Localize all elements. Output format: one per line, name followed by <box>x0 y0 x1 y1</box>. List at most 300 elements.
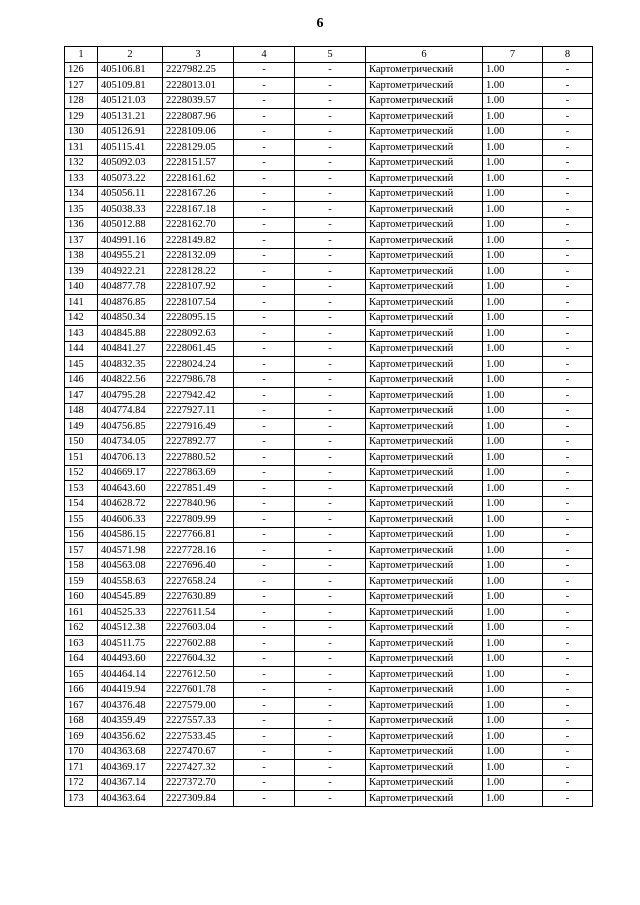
table-cell: Картометрический <box>366 512 483 528</box>
table-cell: - <box>234 155 295 171</box>
table-cell: 136 <box>65 217 98 233</box>
table-cell: 1.00 <box>483 388 543 404</box>
table-cell: Картометрический <box>366 171 483 187</box>
table-cell: - <box>295 713 366 729</box>
table-row <box>65 341 593 357</box>
table-cell: Картометрический <box>366 403 483 419</box>
table-cell: - <box>234 217 295 233</box>
table-row <box>65 760 593 776</box>
table-cell: 2228132.09 <box>163 248 234 264</box>
column-header: 6 <box>366 47 483 63</box>
table-cell: 2228087.96 <box>163 109 234 125</box>
table-cell: - <box>543 791 593 807</box>
table-cell: - <box>295 124 366 140</box>
table-row <box>65 713 593 729</box>
table-cell: - <box>295 202 366 218</box>
table-cell: 168 <box>65 713 98 729</box>
table-cell: Картометрический <box>366 279 483 295</box>
table-row <box>65 481 593 497</box>
table-cell: - <box>543 78 593 94</box>
table-cell: Картометрический <box>366 78 483 94</box>
table-cell: - <box>543 729 593 745</box>
table-cell: - <box>543 264 593 280</box>
table-cell: Картометрический <box>366 527 483 543</box>
table-row <box>65 775 593 791</box>
table-cell: 404359.49 <box>98 713 163 729</box>
table-cell: 1.00 <box>483 481 543 497</box>
table-cell: 404545.89 <box>98 589 163 605</box>
table-cell: 404955.21 <box>98 248 163 264</box>
table-cell: - <box>295 279 366 295</box>
table-cell: Картометрический <box>366 109 483 125</box>
table-cell: - <box>295 589 366 605</box>
table-cell: 162 <box>65 620 98 636</box>
table-cell: - <box>295 403 366 419</box>
column-header: 3 <box>163 47 234 63</box>
table-cell: 152 <box>65 465 98 481</box>
table-cell: 1.00 <box>483 78 543 94</box>
table-cell: - <box>234 682 295 698</box>
table-cell: - <box>543 450 593 466</box>
table-cell: 404841.27 <box>98 341 163 357</box>
table-cell: 126 <box>65 62 98 78</box>
table-cell: 139 <box>65 264 98 280</box>
table-cell: 2227579.00 <box>163 698 234 714</box>
table-cell: - <box>234 140 295 156</box>
table-cell: 2228129.05 <box>163 140 234 156</box>
table-cell: Картометрический <box>366 419 483 435</box>
table-row <box>65 450 593 466</box>
table-cell: 137 <box>65 233 98 249</box>
table-cell: 2228149.82 <box>163 233 234 249</box>
table-cell: 171 <box>65 760 98 776</box>
table-cell: 1.00 <box>483 372 543 388</box>
table-cell: - <box>295 667 366 683</box>
table-cell: - <box>234 450 295 466</box>
table-row <box>65 310 593 326</box>
table-cell: 135 <box>65 202 98 218</box>
table-row <box>65 217 593 233</box>
table-cell: 151 <box>65 450 98 466</box>
table-cell: 2228039.57 <box>163 93 234 109</box>
table-cell: - <box>295 481 366 497</box>
table-cell: Картометрический <box>366 326 483 342</box>
table-cell: 129 <box>65 109 98 125</box>
column-header: 7 <box>483 47 543 63</box>
table-row <box>65 496 593 512</box>
table-cell: 1.00 <box>483 124 543 140</box>
table-cell: 404991.16 <box>98 233 163 249</box>
table-cell: 157 <box>65 543 98 559</box>
table-cell: 132 <box>65 155 98 171</box>
table-cell: - <box>543 589 593 605</box>
table-cell: 1.00 <box>483 667 543 683</box>
table-cell: - <box>295 744 366 760</box>
table-cell: - <box>234 171 295 187</box>
table-cell: 1.00 <box>483 248 543 264</box>
table-cell: 1.00 <box>483 620 543 636</box>
table-cell: 1.00 <box>483 419 543 435</box>
table-cell: - <box>543 124 593 140</box>
table-cell: - <box>234 434 295 450</box>
table-cell: - <box>543 760 593 776</box>
table-cell: - <box>234 357 295 373</box>
table-cell: - <box>295 574 366 590</box>
table-cell: 2227372.70 <box>163 775 234 791</box>
table-cell: 1.00 <box>483 357 543 373</box>
table-cell: 404493.60 <box>98 651 163 667</box>
table-cell: 2227604.32 <box>163 651 234 667</box>
table-cell: - <box>295 682 366 698</box>
table-cell: - <box>295 651 366 667</box>
table-cell: - <box>543 357 593 373</box>
table-cell: - <box>543 605 593 621</box>
table-cell: 404511.75 <box>98 636 163 652</box>
table-cell: 2227942.42 <box>163 388 234 404</box>
table-cell: - <box>295 93 366 109</box>
table-cell: 404706.13 <box>98 450 163 466</box>
table-cell: - <box>543 155 593 171</box>
table-row <box>65 403 593 419</box>
column-header: 2 <box>98 47 163 63</box>
table-cell: Картометрический <box>366 388 483 404</box>
table-cell: Картометрический <box>366 620 483 636</box>
table-row <box>65 78 593 94</box>
table-header-row <box>65 47 593 63</box>
table-cell: 1.00 <box>483 775 543 791</box>
table-cell: - <box>543 698 593 714</box>
table-row <box>65 558 593 574</box>
table-cell: - <box>234 791 295 807</box>
table-cell: 1.00 <box>483 233 543 249</box>
table-cell: - <box>295 372 366 388</box>
table-cell: - <box>234 527 295 543</box>
table-cell: 1.00 <box>483 496 543 512</box>
table-cell: 2227892.77 <box>163 434 234 450</box>
table-cell: 173 <box>65 791 98 807</box>
column-header: 4 <box>234 47 295 63</box>
table-cell: 2227557.33 <box>163 713 234 729</box>
table-cell: - <box>543 481 593 497</box>
table-row <box>65 698 593 714</box>
table-cell: 1.00 <box>483 744 543 760</box>
table-cell: - <box>295 450 366 466</box>
table-cell: 404877.78 <box>98 279 163 295</box>
table-cell: 404756.85 <box>98 419 163 435</box>
table-row <box>65 93 593 109</box>
table-row <box>65 357 593 373</box>
table-cell: 405109.81 <box>98 78 163 94</box>
table-cell: - <box>543 434 593 450</box>
table-cell: 2228167.18 <box>163 202 234 218</box>
table-cell: 130 <box>65 124 98 140</box>
table-row <box>65 155 593 171</box>
table-cell: 138 <box>65 248 98 264</box>
table-cell: - <box>234 775 295 791</box>
table-cell: - <box>295 698 366 714</box>
table-row <box>65 512 593 528</box>
table-cell: 2227728.16 <box>163 543 234 559</box>
table-cell: 404367.14 <box>98 775 163 791</box>
table-cell: - <box>543 295 593 311</box>
table-cell: 144 <box>65 341 98 357</box>
table-cell: 2227880.52 <box>163 450 234 466</box>
table-cell: 404606.33 <box>98 512 163 528</box>
table-cell: 1.00 <box>483 682 543 698</box>
table-cell: - <box>543 279 593 295</box>
table-cell: 165 <box>65 667 98 683</box>
table-cell: - <box>295 217 366 233</box>
table-cell: - <box>543 93 593 109</box>
table-cell: - <box>543 403 593 419</box>
table-cell: - <box>234 388 295 404</box>
table-cell: 405131.21 <box>98 109 163 125</box>
table-cell: 148 <box>65 403 98 419</box>
table-row <box>65 434 593 450</box>
table-cell: Картометрический <box>366 434 483 450</box>
table-cell: 1.00 <box>483 341 543 357</box>
table-cell: 405056.11 <box>98 186 163 202</box>
table-cell: 1.00 <box>483 698 543 714</box>
table-row <box>65 667 593 683</box>
table-cell: 159 <box>65 574 98 590</box>
table-cell: - <box>543 248 593 264</box>
table-cell: Картометрический <box>366 295 483 311</box>
table-cell: 1.00 <box>483 186 543 202</box>
table-cell: 145 <box>65 357 98 373</box>
table-cell: 404832.35 <box>98 357 163 373</box>
table-cell: - <box>543 775 593 791</box>
table-cell: Картометрический <box>366 93 483 109</box>
table-cell: - <box>234 403 295 419</box>
table-row <box>65 248 593 264</box>
table-cell: - <box>234 372 295 388</box>
table-cell: Картометрический <box>366 791 483 807</box>
table-cell: Картометрический <box>366 481 483 497</box>
table-cell: 1.00 <box>483 140 543 156</box>
table-cell: 1.00 <box>483 326 543 342</box>
table-cell: - <box>295 155 366 171</box>
table-cell: 404571.98 <box>98 543 163 559</box>
table-cell: - <box>234 124 295 140</box>
table-cell: 2227766.81 <box>163 527 234 543</box>
table-cell: 2227927.11 <box>163 403 234 419</box>
table-row <box>65 620 593 636</box>
table-cell: Картометрический <box>366 574 483 590</box>
coordinates-table <box>64 46 593 807</box>
table-cell: - <box>234 186 295 202</box>
table-cell: - <box>543 140 593 156</box>
table-cell: - <box>543 651 593 667</box>
table-cell: 170 <box>65 744 98 760</box>
table-cell: - <box>234 233 295 249</box>
table-cell: 404669.17 <box>98 465 163 481</box>
table-cell: 2228107.54 <box>163 295 234 311</box>
table-cell: 1.00 <box>483 527 543 543</box>
table-cell: - <box>234 713 295 729</box>
table-cell: 404850.34 <box>98 310 163 326</box>
table-cell: 1.00 <box>483 636 543 652</box>
table-cell: - <box>234 729 295 745</box>
table-cell: Картометрический <box>366 450 483 466</box>
table-cell: - <box>295 109 366 125</box>
table-cell: 404628.72 <box>98 496 163 512</box>
table-row <box>65 186 593 202</box>
table-cell: 1.00 <box>483 171 543 187</box>
table-cell: - <box>295 791 366 807</box>
table-cell: 404734.05 <box>98 434 163 450</box>
table-cell: - <box>295 543 366 559</box>
table-row <box>65 279 593 295</box>
table-cell: 2227612.50 <box>163 667 234 683</box>
table-cell: - <box>295 62 366 78</box>
table-cell: 1.00 <box>483 295 543 311</box>
table-cell: 2227602.88 <box>163 636 234 652</box>
table-cell: Картометрический <box>366 310 483 326</box>
table-cell: - <box>234 109 295 125</box>
table-cell: 1.00 <box>483 202 543 218</box>
table-cell: 405012.88 <box>98 217 163 233</box>
table-cell: 141 <box>65 295 98 311</box>
table-cell: Картометрический <box>366 713 483 729</box>
table-cell: - <box>234 605 295 621</box>
table-cell: Картометрический <box>366 248 483 264</box>
table-cell: - <box>543 109 593 125</box>
table-cell: Картометрический <box>366 589 483 605</box>
table-row <box>65 295 593 311</box>
table-cell: - <box>295 775 366 791</box>
table-cell: 404356.62 <box>98 729 163 745</box>
table-cell: Картометрический <box>366 775 483 791</box>
table-cell: - <box>543 682 593 698</box>
table-cell: Картометрический <box>366 496 483 512</box>
table-cell: - <box>295 310 366 326</box>
table-cell: - <box>543 620 593 636</box>
table-cell: 1.00 <box>483 279 543 295</box>
table-row <box>65 682 593 698</box>
table-cell: - <box>295 465 366 481</box>
table-cell: Картометрический <box>366 140 483 156</box>
table-cell: - <box>234 326 295 342</box>
table-cell: - <box>234 651 295 667</box>
table-cell: - <box>295 326 366 342</box>
table-cell: 405121.03 <box>98 93 163 109</box>
table-cell: 1.00 <box>483 760 543 776</box>
table-cell: - <box>543 62 593 78</box>
table-cell: 2228061.45 <box>163 341 234 357</box>
table-row <box>65 527 593 543</box>
table-cell: 1.00 <box>483 605 543 621</box>
table-cell: 142 <box>65 310 98 326</box>
table-cell: 155 <box>65 512 98 528</box>
table-cell: - <box>234 78 295 94</box>
table-cell: Картометрический <box>366 605 483 621</box>
table-cell: 131 <box>65 140 98 156</box>
table-row <box>65 388 593 404</box>
table-cell: - <box>295 388 366 404</box>
page-number: 6 <box>316 16 324 31</box>
table-row <box>65 124 593 140</box>
table-cell: - <box>234 574 295 590</box>
table-cell: 405106.81 <box>98 62 163 78</box>
table-cell: - <box>234 310 295 326</box>
table-row <box>65 326 593 342</box>
table-cell: - <box>543 171 593 187</box>
table-row <box>65 202 593 218</box>
table-cell: 404369.17 <box>98 760 163 776</box>
table-cell: Картометрический <box>366 155 483 171</box>
table-cell: 169 <box>65 729 98 745</box>
table-cell: 2227611.54 <box>163 605 234 621</box>
table-cell: - <box>234 496 295 512</box>
table-cell: - <box>234 543 295 559</box>
table-cell: 2228128.22 <box>163 264 234 280</box>
table-cell: 2228095.15 <box>163 310 234 326</box>
table-cell: 404643.60 <box>98 481 163 497</box>
table-row <box>65 109 593 125</box>
table-cell: 404525.33 <box>98 605 163 621</box>
table-row <box>65 744 593 760</box>
table-cell: - <box>543 341 593 357</box>
table-cell: - <box>543 496 593 512</box>
table-cell: 2228167.26 <box>163 186 234 202</box>
table-cell: - <box>295 295 366 311</box>
table-cell: - <box>295 605 366 621</box>
table-row <box>65 171 593 187</box>
table-cell: 140 <box>65 279 98 295</box>
table-cell: - <box>234 636 295 652</box>
table-cell: 404419.94 <box>98 682 163 698</box>
table-cell: - <box>543 372 593 388</box>
table-cell: 404363.64 <box>98 791 163 807</box>
table-cell: - <box>543 465 593 481</box>
table-cell: 2227696.40 <box>163 558 234 574</box>
table-cell: 1.00 <box>483 651 543 667</box>
table-row <box>65 651 593 667</box>
table-cell: 161 <box>65 605 98 621</box>
table-row <box>65 264 593 280</box>
table-cell: - <box>295 636 366 652</box>
table-cell: 2227916.49 <box>163 419 234 435</box>
table-row <box>65 589 593 605</box>
table-cell: 2228161.62 <box>163 171 234 187</box>
table-row <box>65 233 593 249</box>
table-cell: - <box>234 589 295 605</box>
table-cell: 2227427.32 <box>163 760 234 776</box>
table-cell: Картометрический <box>366 667 483 683</box>
table-cell: 2227470.67 <box>163 744 234 760</box>
table-cell: - <box>295 78 366 94</box>
table-cell: 2228092.63 <box>163 326 234 342</box>
table-cell: Картометрический <box>366 233 483 249</box>
table-cell: 2228013.01 <box>163 78 234 94</box>
table-cell: 404822.56 <box>98 372 163 388</box>
table-cell: 404376.48 <box>98 698 163 714</box>
table-cell: 153 <box>65 481 98 497</box>
table-cell: - <box>295 248 366 264</box>
table-cell: 404563.08 <box>98 558 163 574</box>
column-header: 5 <box>295 47 366 63</box>
table-cell: - <box>295 496 366 512</box>
table-row <box>65 636 593 652</box>
table-cell: - <box>295 357 366 373</box>
table-cell: 1.00 <box>483 93 543 109</box>
table-cell: 404795.28 <box>98 388 163 404</box>
table-cell: 160 <box>65 589 98 605</box>
table-cell: 404845.88 <box>98 326 163 342</box>
table-cell: 154 <box>65 496 98 512</box>
table-cell: - <box>543 667 593 683</box>
